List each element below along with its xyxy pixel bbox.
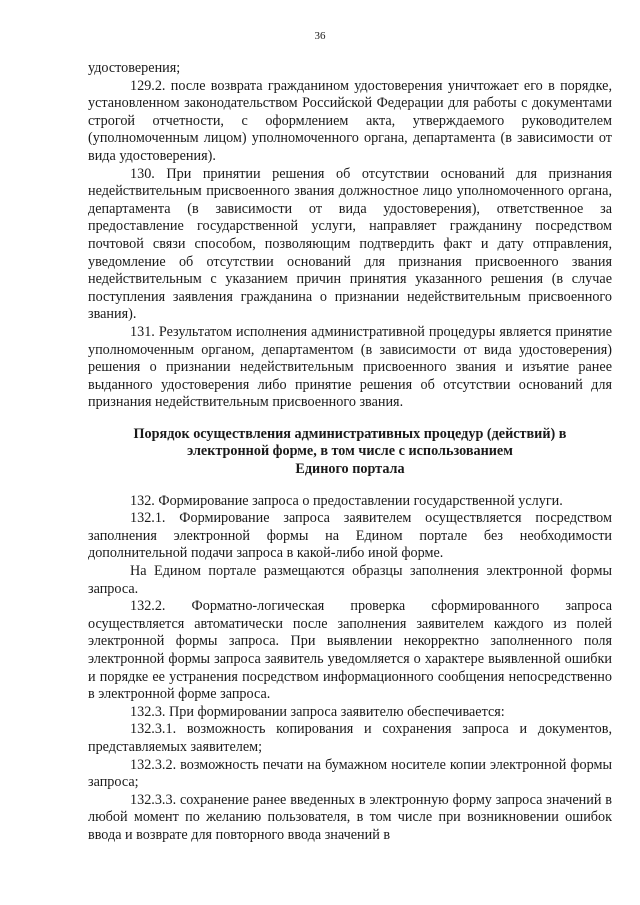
paragraph: 132.1. Формирование запроса заявителем осуществляется посредством заполнения электронной формы на Едином портале без необходимости дополнительной подачи запроса в какой-либо иной форме. [88, 510, 612, 562]
heading-line-1: Порядок осуществления административных процедур (действий) в [133, 425, 567, 442]
section-before-heading [88, 60, 612, 412]
paragraph: На Едином портале размещаются образцы заполнения электронной формы запроса. [88, 563, 612, 597]
paragraph: 132.3. При формировании запроса заявителю обеспечивается: [130, 703, 505, 720]
page-number: 36 [314, 30, 326, 42]
paragraph: 131. Результатом исполнения административной процедуры является принятие уполномоченным органом, департаментом (в зависимости от вида удостоверения) решения о признании недействительным присвоенного звания и изъятие ранее выданного удостоверения либо принятие решения об отсутствии оснований для признания недействительным присвоенного звания. [88, 323, 612, 411]
paragraph: 132.3.1. возможность копирования и сохранения запроса и документов, представляемых заявителем; [88, 721, 612, 755]
paragraph: 132.3.2. возможность печати на бумажном носителе копии электронной формы запроса; [88, 756, 612, 791]
document-body [88, 60, 612, 845]
paragraph: 132.3.3. сохранение ранее введенных в электронную форму запроса значений в любой момент по желанию пользователя, в том числе при возникновении ошибок ввода и возврате для повторного ввода значений в [88, 791, 612, 843]
section-after-heading [88, 493, 612, 845]
paragraph: 132. Формирование запроса о предоставлении государственной услуги. [130, 492, 563, 509]
paragraph: 129.2. после возврата гражданином удостоверения уничтожает его в порядке, установленном законодательством Российской Федерации для работы с документами строгой отчетности, с оформлением акта, утверждаемого руководителем (уполномоченным лицом) уполномоченного органа, департамента (в зависимости от вида удостоверения). [88, 77, 612, 164]
section-heading [88, 426, 612, 479]
heading-line-3: Единого портала [295, 461, 405, 478]
paragraph: 130. При принятии решения об отсутствии оснований для признания недействительным присвоенного звания должностное лицо уполномоченного органа, департамента (в зависимости от вида удостоверения), ответственное за предоставление государственной услуги, направляет гражданину посредством почтовой связи способом, позволяющим подтвердить факт и дату отправления, уведомление об отсутствии оснований для признания присвоенного звания недействительным с указанием причин принятия указанного решения (в случае поступления заявления гражданина о признании недействительным присвоенного звания). [88, 165, 612, 323]
paragraph: удостоверения; [88, 60, 181, 76]
heading-line-2: электронной форме, в том числе с использованием [187, 443, 513, 460]
paragraph: 132.2. Форматно-логическая проверка сформированного запроса осуществляется автоматически после заполнения заявителем каждого из полей электронной формы запроса. При выявлении некорректно заполненного поля электронной формы запроса заявитель уведомляется о характере выявленной ошибки и порядке ее устранения посредством информационного сообщения непосредственно в электронной форме запроса. [88, 598, 612, 703]
